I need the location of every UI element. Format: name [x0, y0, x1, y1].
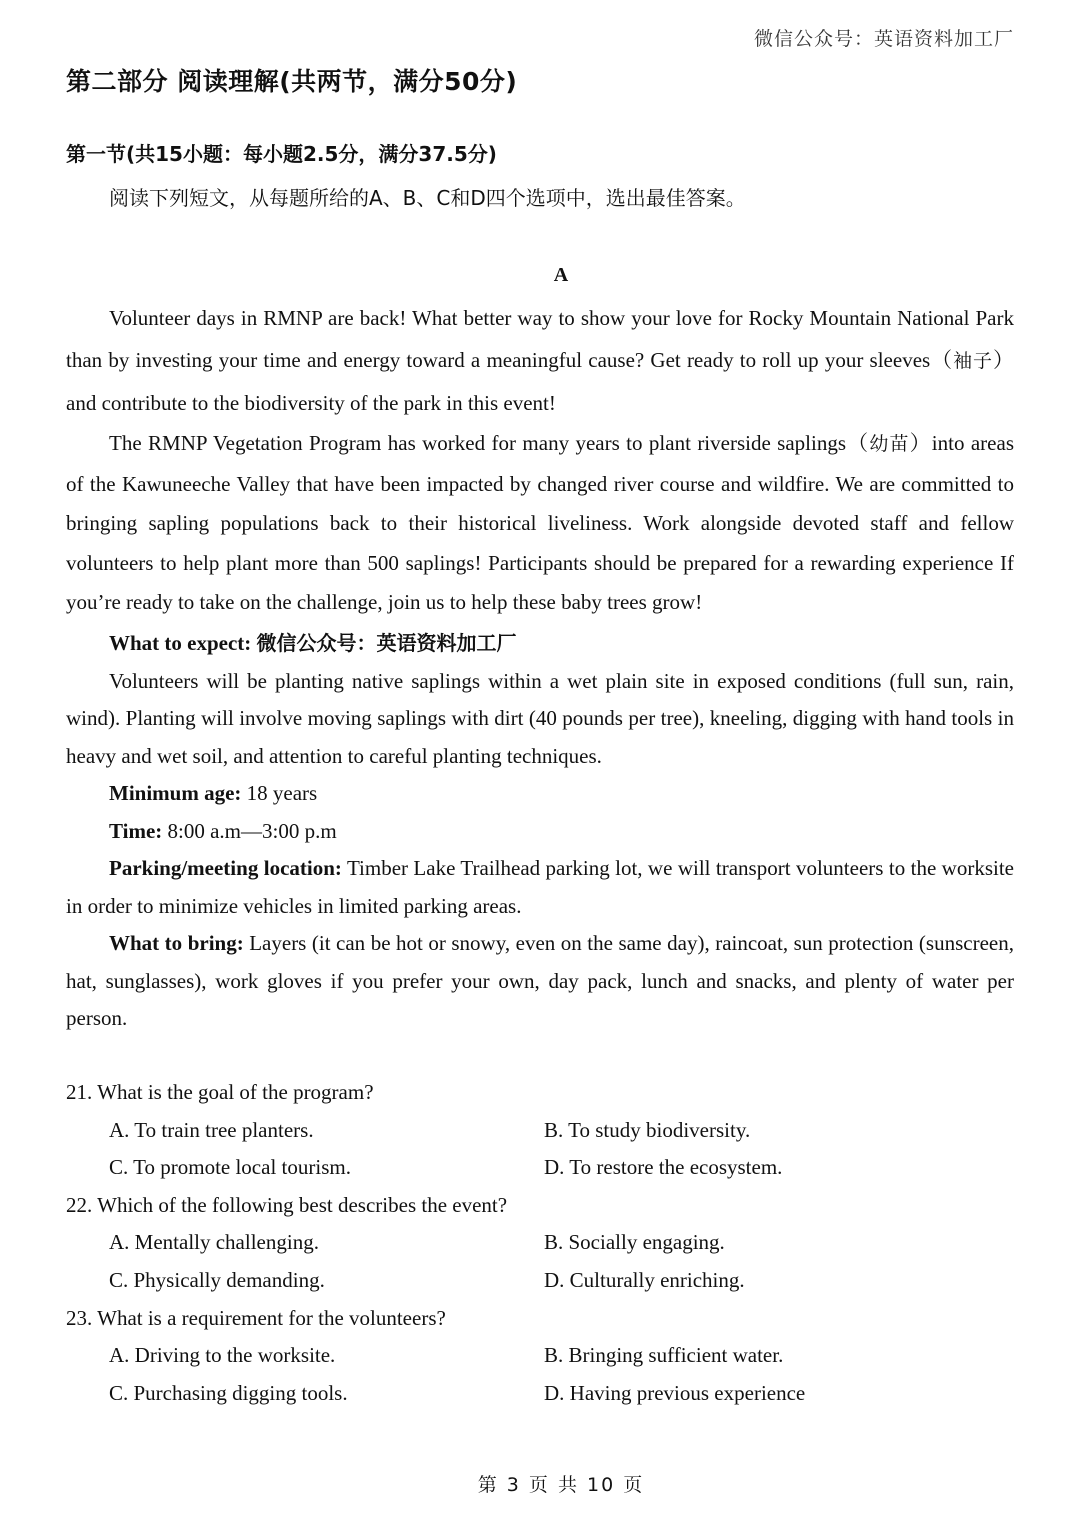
option-row: [66, 1149, 1014, 1187]
p1-text-a: Volunteer days in RMNP are back! What better way to show your love for Rocky Mountain National Park than by investing your time and energy toward a meaningful cause? Get ready to roll up your sleeves（: [66, 306, 1014, 372]
age-label: Minimum age:: [109, 781, 242, 805]
time-value: 8:00 a.m—3:00 p.m: [167, 818, 337, 843]
bring-value: Layers (it can be hot or snowy, even on the same day), raincoat, sun protection (sunscreen, hat, sunglasses), work gloves if you prefer your own, day pack, lunch and snacks, and plenty of water per person.: [66, 931, 1014, 1030]
p2-text-b: ）into areas of the Kawuneeche Valley that have been impacted by changed river course and wildfire. We are committed to bringing sapling populations back to their historical liveliness. Work alongside devoted staff and fellow volunteers to help plant more than 500 saplings! Participants should be prepared for a rewarding experience If you’re ready to take on the challenge, join us to help these baby trees grow!: [66, 431, 1014, 614]
question-stem: 21. What is the goal of the program?: [66, 1080, 374, 1104]
p2-gloss: 幼苗: [869, 433, 910, 455]
option-row: [66, 1337, 1014, 1375]
p3-text: Volunteers will be planting native saplings within a wet plain site in exposed conditions (full sun, rain, wind). Planting will involve moving saplings with dirt (40 pounds per tree), kneeling, digging with hand tools in heavy and wet soil, and attention to careful planting techniques.: [66, 668, 1014, 768]
bring-line: [66, 925, 1014, 1038]
passage-paragraph-2: [66, 424, 1014, 623]
option-a: A. Driving to the worksite.: [109, 1343, 336, 1368]
header-watermark: 微信公众号：英语资料加工厂: [753, 28, 1014, 50]
option-a: A. Mentally challenging.: [109, 1230, 319, 1255]
what-to-expect-heading: [66, 623, 1014, 663]
part-title: 第二部分 阅读理解(共两节，满分50分): [66, 67, 518, 96]
bring-label: What to bring:: [109, 931, 244, 955]
question-list: [66, 1074, 1014, 1412]
section-title: 第一节(共15小题：每小题2.5分，满分37.5分): [66, 142, 497, 166]
option-d: D. Having previous experience: [544, 1380, 806, 1405]
time-line: [66, 813, 1014, 851]
option-c: C. To promote local tourism.: [109, 1155, 351, 1180]
question-23: [66, 1300, 1014, 1413]
option-c: C. Physically demanding.: [109, 1267, 325, 1292]
expect-watermark: 微信公众号：英语资料加工厂: [256, 630, 517, 655]
page-number: 第 3 页 共 10 页: [477, 1474, 645, 1496]
option-b: B. Socially engaging.: [544, 1230, 725, 1255]
p2-text-a: The RMNP Vegetation Program has worked for many years to plant riverside saplings（: [109, 431, 870, 455]
option-row: [66, 1375, 1014, 1413]
p1-text-b: ）and contribute to the biodiversity of the park in this event!: [66, 348, 1014, 415]
option-b: B. Bringing sufficient water.: [544, 1343, 784, 1368]
option-b: B. To study biodiversity.: [544, 1117, 751, 1142]
passage-paragraph-3: [66, 663, 1014, 776]
section-instruction: 阅读下列短文，从每题所给的A、B、C和D四个选项中，选出最佳答案。: [109, 186, 746, 210]
passage-label: A: [553, 264, 569, 286]
passage-paragraph-1: [66, 297, 1014, 424]
expect-label: What to expect:: [109, 630, 252, 655]
question-21: [66, 1074, 1014, 1187]
time-label: Time:: [109, 818, 163, 843]
option-row: [66, 1262, 1014, 1300]
question-stem: 23. What is a requirement for the volunteers?: [66, 1305, 446, 1330]
option-row: [66, 1112, 1014, 1150]
option-c: C. Purchasing digging tools.: [109, 1380, 348, 1405]
question-22: [66, 1187, 1014, 1300]
option-d: D. Culturally enriching.: [544, 1267, 745, 1292]
age-value: 18 years: [246, 781, 318, 805]
option-d: D. To restore the ecosystem.: [544, 1155, 783, 1180]
minimum-age-line: [66, 775, 1014, 813]
question-stem: 22. Which of the following best describes the event?: [66, 1192, 508, 1217]
option-a: A. To train tree planters.: [109, 1117, 314, 1142]
p1-gloss: 袖子: [953, 350, 993, 372]
parking-line: [66, 850, 1014, 925]
option-row: [66, 1224, 1014, 1262]
parking-label: Parking/meeting location:: [109, 856, 342, 880]
passage-body: [66, 297, 1014, 1038]
parking-value: Timber Lake Trailhead parking lot, we will transport volunteers to the worksite in order to minimize vehicles in limited parking areas.: [66, 856, 1014, 918]
